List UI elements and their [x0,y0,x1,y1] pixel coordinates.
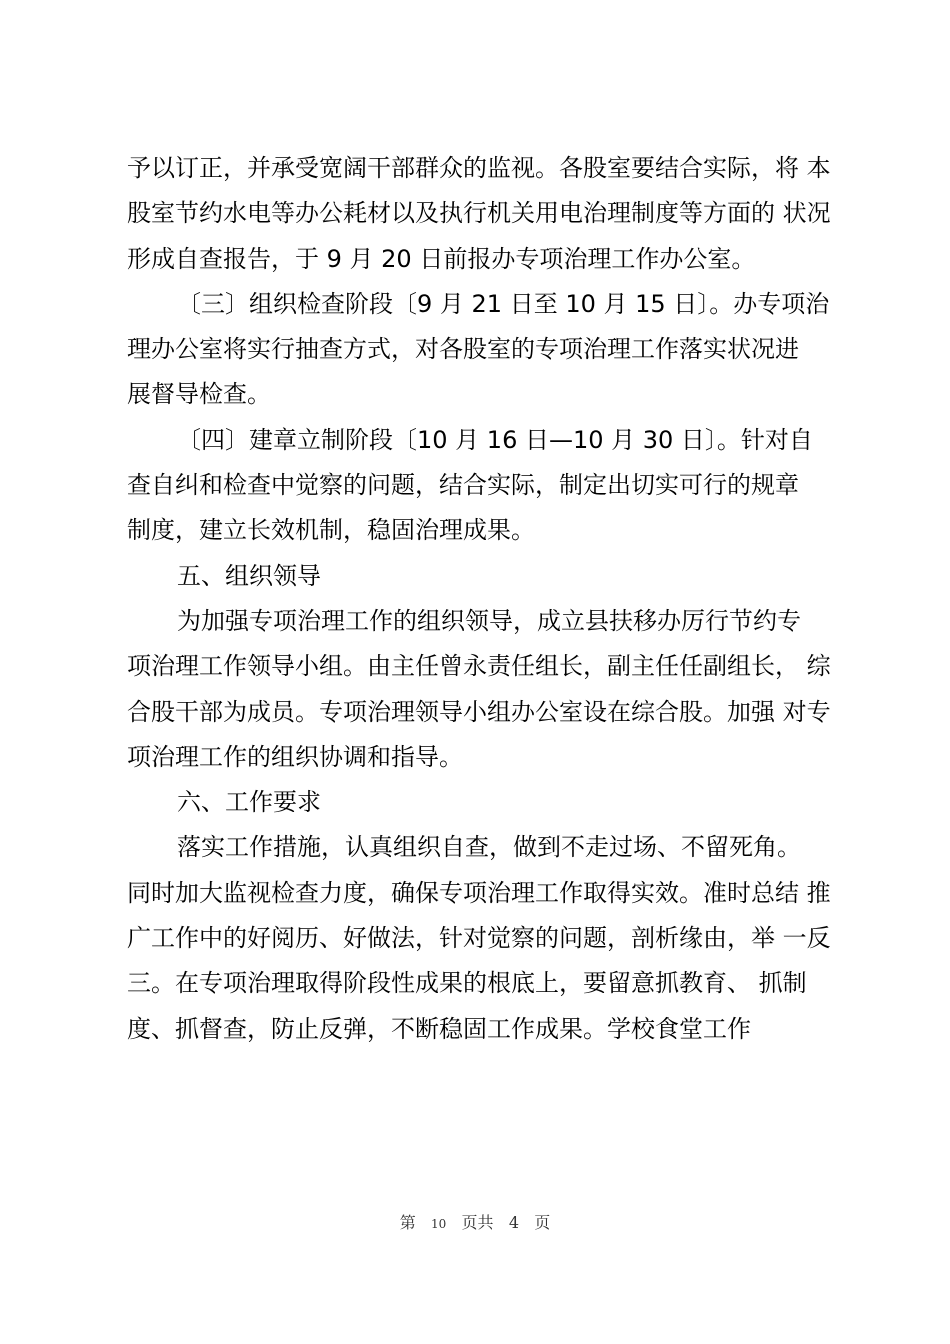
text-line: 形成自查报告，于 9 月 20 日前报办专项治理工作办公室。 [127,244,756,273]
section-heading: 五、组织领导 [177,561,321,590]
body-text [127,146,845,1052]
text-line: 制度，建立长效机制，稳固治理成果。 [127,516,535,545]
text-line: 展督导检查。 [127,380,271,409]
text-line: 三。在专项治理取得阶段性成果的根底上，要留意抓教育、 抓制 [127,969,807,998]
text-line: 同时加大监视检查力度，确保专项治理工作取得实效。准时总结 推 [127,878,831,907]
text-line: 落实工作措施，认真组织自查，做到不走过场、不留死角。 [177,833,801,862]
text-line: 〔四〕建章立制阶段〔10 月 16 日—10 月 30 日〕。针对自 [177,425,813,454]
page-footer [0,1212,950,1235]
section-heading: 六、工作要求 [177,788,321,817]
text-line: 理办公室将实行抽查方式，对各股室的专项治理工作落实状况进 [127,335,799,364]
text-line: 查自纠和检查中觉察的问题，结合实际，制定出切实可行的规章 [127,471,799,500]
text-line: 广工作中的好阅历、好做法，针对觉察的问题，剖析缘由，举 一反 [127,924,831,953]
text-line: 股室节约水电等办公耗材以及执行机关用电治理制度等方面的 状况 [127,199,831,228]
footer-suffix: 页 [534,1213,551,1232]
text-line: 〔三〕组织检查阶段〔9 月 21 日至 10 月 15 日〕。办专项治 [177,289,830,318]
total-pages: 4 [508,1213,519,1232]
text-line: 项治理工作的组织协调和指导。 [127,742,463,771]
text-line: 度、抓督查，防止反弹，不断稳固工作成果。学校食堂工作 [127,1014,751,1043]
text-line: 合股干部为成员。专项治理领导小组办公室设在综合股。加强 对专 [127,697,831,726]
text-line: 予以订正，并承受宽阔干部群众的监视。各股室要结合实际，将 本 [127,154,831,182]
footer-prefix: 第 [399,1213,416,1232]
text-line: 为加强专项治理工作的组织领导，成立县扶移办厉行节约专 [177,606,801,635]
footer-middle: 页共 [461,1213,494,1232]
text-line: 项治理工作领导小组。由主任曾永责任组长，副主任任副组长， 综 [127,652,831,681]
page-number: 10 [430,1217,447,1231]
